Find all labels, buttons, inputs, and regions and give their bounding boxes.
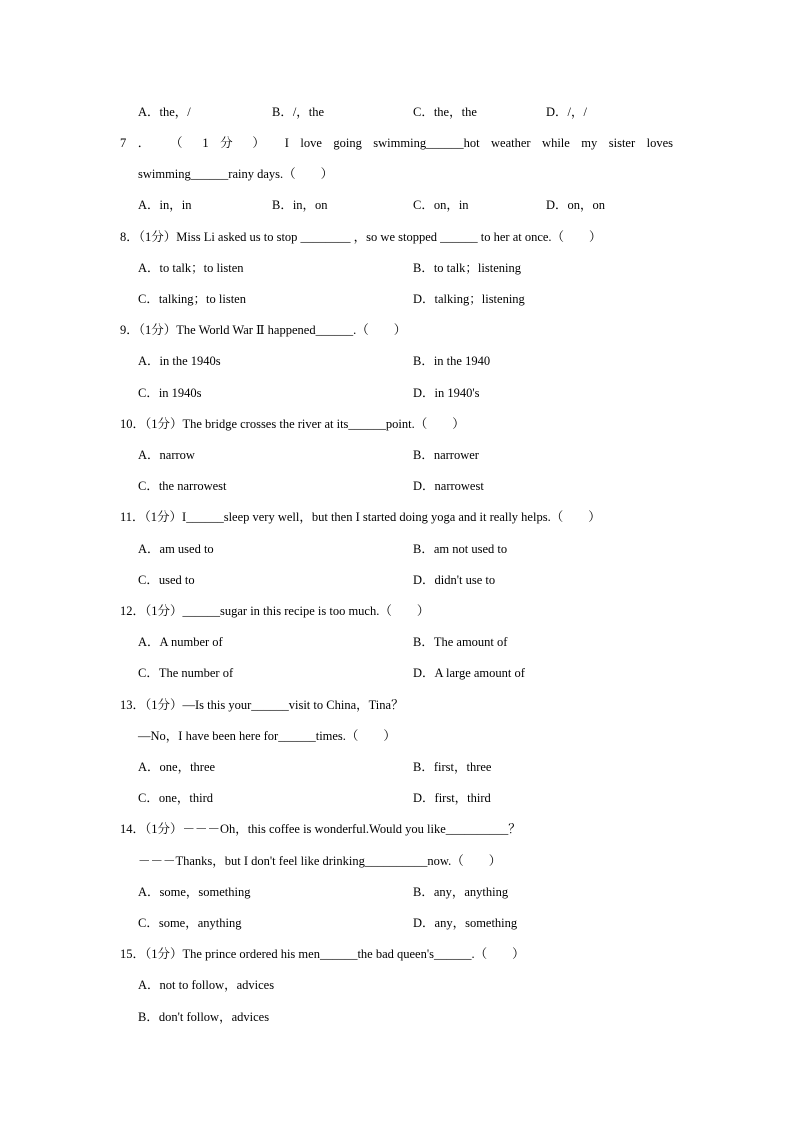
q13-stem: 13．（1分）—Is this your______visit to China，Tina？	[120, 698, 404, 712]
q13-option-d: D．first，third	[413, 791, 491, 805]
q13-option-a: A．one，three	[138, 760, 216, 774]
q12-stem: 12．（1分）______sugar in this recipe is too much.（ ）	[120, 604, 430, 618]
q11-option-b: B．am not used to	[413, 542, 508, 556]
q9-stem: 9．（1分）The World War Ⅱ happened______.（ ）	[120, 323, 407, 337]
q15-option-a: A．not to follow，advices	[138, 978, 275, 992]
q10-option-d: D．narrowest	[413, 479, 484, 493]
q15-stem: 15．（1分）The prince ordered his men______the bad queen's______.（ ）	[120, 947, 525, 961]
q8-option-c: C．talking；to listen	[138, 292, 246, 306]
q14-stem-line2: －－－Thanks，but I don't feel like drinking__________now.（ ）	[138, 854, 502, 868]
q6-option-c: C．the，the	[413, 105, 477, 119]
q14-stem: 14．（1分）－－－Oh，this coffee is wonderful.Would you like__________？	[120, 822, 521, 836]
q10-option-a: A．narrow	[138, 448, 195, 462]
q11-stem: 11．（1分）I______sleep very well，but then I started doing yoga and it really helps.（ ）	[120, 510, 601, 524]
q13-stem-line2: —No，I have been here for______times.（ ）	[138, 729, 396, 743]
q6-option-d: D．/，/	[546, 105, 587, 119]
q14-option-c: C．some，anything	[138, 916, 242, 930]
q10-stem: 10．（1分）The bridge crosses the river at its______point.（ ）	[120, 417, 465, 431]
q14-option-b: B．any，anything	[413, 885, 509, 899]
q8-option-b: B．to talk；listening	[413, 261, 521, 275]
q7-stem-line2: swimming______rainy days.（ ）	[138, 167, 334, 181]
q8-option-d: D．talking；listening	[413, 292, 525, 306]
q12-option-a: A．A number of	[138, 635, 223, 649]
q7-option-d: D．on，on	[546, 198, 606, 212]
q9-option-c: C．in 1940s	[138, 386, 202, 400]
q10-option-c: C．the narrowest	[138, 479, 227, 493]
q12-option-d: D．A large amount of	[413, 666, 525, 680]
q11-option-d: D．didn't use to	[413, 573, 496, 587]
q8-stem: 8．（1分）Miss Li asked us to stop ________ ，so we stopped ______ to her at once.（ ）	[120, 230, 602, 244]
q13-option-b: B．first，three	[413, 760, 492, 774]
q11-option-c: C．used to	[138, 573, 195, 587]
q6-option-a: A．the，/	[138, 105, 191, 119]
q15-option-b: B．don't follow，advices	[138, 1010, 270, 1024]
q12-option-b: B．The amount of	[413, 635, 508, 649]
q13-option-c: C．one，third	[138, 791, 213, 805]
q7-option-a: A．in，in	[138, 198, 192, 212]
q10-option-b: B．narrower	[413, 448, 479, 462]
q7-option-b: B．in，on	[272, 198, 328, 212]
q7-stem-line1: 7 ． （ 1 分 ） I love going swimming______hot weather while my sister loves	[120, 136, 673, 150]
q9-option-a: A．in the 1940s	[138, 354, 221, 368]
q14-option-a: A．some，something	[138, 885, 251, 899]
q8-option-a: A．to talk；to listen	[138, 261, 244, 275]
q6-option-b: B．/，the	[272, 105, 325, 119]
q9-option-d: D．in 1940's	[413, 386, 480, 400]
q14-option-d: D．any，something	[413, 916, 518, 930]
q11-option-a: A．am used to	[138, 542, 214, 556]
q7-option-c: C．on，in	[413, 198, 469, 212]
q9-option-b: B．in the 1940	[413, 354, 491, 368]
q12-option-c: C．The number of	[138, 666, 234, 680]
